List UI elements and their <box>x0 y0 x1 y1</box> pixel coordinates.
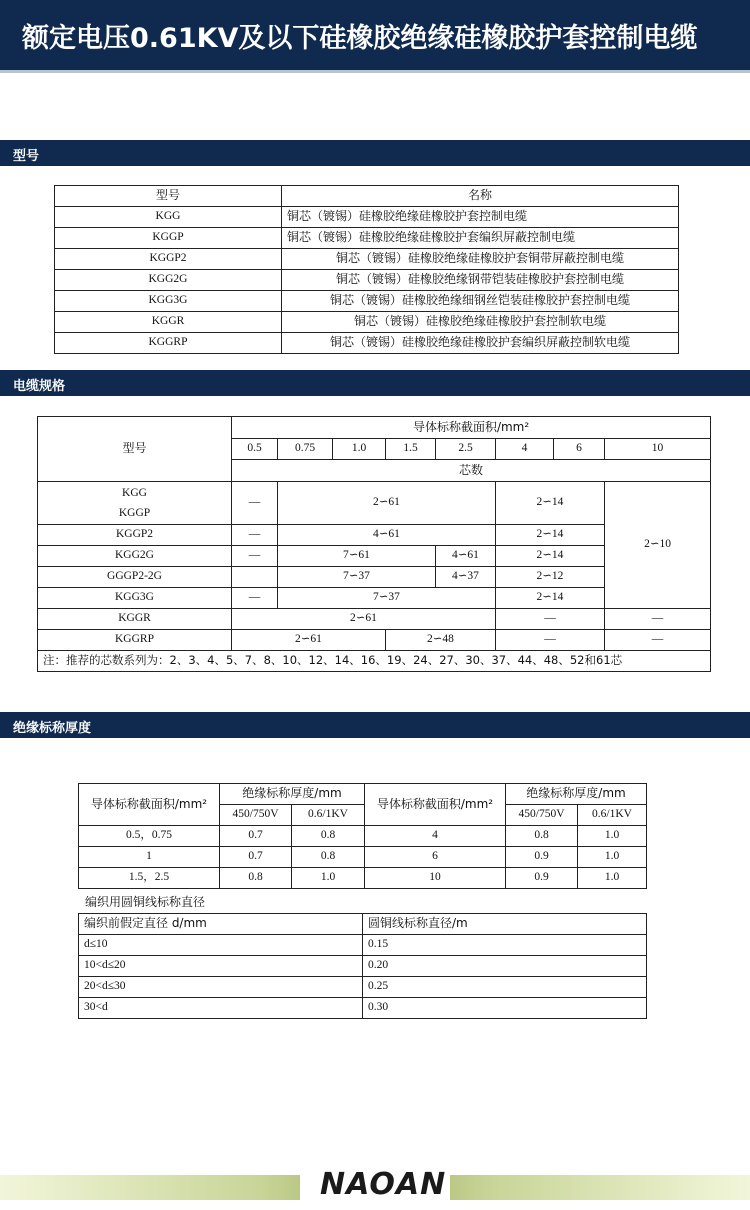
table-cell: d≤10 <box>79 935 363 956</box>
core-range: — <box>232 546 278 567</box>
table-cell: 0.8 <box>292 847 365 868</box>
core-range: 2∽61 <box>278 482 496 525</box>
table-cell: 0.9 <box>506 868 578 889</box>
braid-caption: 编织用圆铜线标称直径 <box>85 895 206 909</box>
insulation-thickness-header: 绝缘标称厚度/mm <box>506 784 647 805</box>
models-table <box>54 185 679 354</box>
model-code: GGGP2-2G <box>38 567 232 588</box>
core-range: — <box>232 525 278 546</box>
page-title: 额定电压0.61KV及以下硅橡胶绝缘硅橡胶护套控制电缆 <box>22 23 698 54</box>
table-row <box>55 249 679 270</box>
model-code: KGGP2 <box>55 249 282 270</box>
table-cell: 10<d≤20 <box>79 956 363 977</box>
model-name: 铜芯（镀锡）硅橡胶绝缘硅橡胶护套编织屏蔽控制软电缆 <box>282 333 679 354</box>
model-code: KGG2G <box>38 546 232 567</box>
core-range: 2∽61 <box>232 609 496 630</box>
insulation-thickness-header: 绝缘标称厚度/mm <box>220 784 365 805</box>
table-header: 型号 <box>55 186 282 207</box>
table-header: 编织前假定直径 d/mm <box>79 914 363 935</box>
spec-model-header: 型号 <box>38 417 232 482</box>
voltage-label: 450/750V <box>220 805 292 826</box>
spec-table <box>37 416 711 672</box>
table-row <box>79 977 647 998</box>
table-cell: 0.20 <box>363 956 647 977</box>
area-value: 1.0 <box>333 439 386 460</box>
table-cell: 4 <box>365 826 506 847</box>
table-cell: 0.8 <box>220 868 292 889</box>
table-cell: 0.5，0.75 <box>79 826 220 847</box>
voltage-label: 0.6/1KV <box>292 805 365 826</box>
core-range: — <box>605 630 711 651</box>
brand-logo-text: NAOAN <box>320 1167 447 1202</box>
core-range: 2∽14 <box>496 482 605 525</box>
model-name: 铜芯（镀锡）硅橡胶绝缘硅橡胶护套控制软电缆 <box>282 312 679 333</box>
section-specs-header <box>0 370 750 396</box>
table-row <box>55 228 679 249</box>
core-range: 7∽61 <box>278 546 436 567</box>
core-range: 2∽10 <box>605 482 711 609</box>
model-code: KGG2G <box>55 270 282 291</box>
table-row <box>79 956 647 977</box>
table-row <box>79 868 647 889</box>
section-insulation-header <box>0 712 750 738</box>
area-value: 0.75 <box>278 439 333 460</box>
section-models-header <box>0 140 750 166</box>
model-code: KGGRP <box>55 333 282 354</box>
core-range: 4∽61 <box>278 525 496 546</box>
area-value: 10 <box>605 439 711 460</box>
page-header <box>0 0 750 73</box>
core-range: 4∽61 <box>436 546 496 567</box>
insulation-area-header: 导体标称截面积/mm² <box>365 784 506 826</box>
insulation-area-header: 导体标称截面积/mm² <box>79 784 220 826</box>
table-cell: 0.7 <box>220 826 292 847</box>
table-cell: 0.8 <box>506 826 578 847</box>
voltage-label: 0.6/1KV <box>578 805 647 826</box>
section-title: 绝缘标称厚度 <box>13 721 92 736</box>
table-row <box>79 826 647 847</box>
section-title: 型号 <box>13 149 40 164</box>
area-value: 1.5 <box>386 439 436 460</box>
model-code: KGGP <box>118 507 151 519</box>
table-cell: 1 <box>79 847 220 868</box>
table-row <box>55 207 679 228</box>
table-row <box>79 935 647 956</box>
core-range: — <box>232 588 278 609</box>
area-value: 2.5 <box>436 439 496 460</box>
area-value: 6 <box>554 439 605 460</box>
spec-note: 注：推荐的芯数系列为：2、3、4、5、7、8、10、12、14、16、19、24、27、30、37、44、48、52和61芯 <box>38 651 711 672</box>
table-cell: 0.8 <box>292 826 365 847</box>
table-cell: 0.15 <box>363 935 647 956</box>
table-cell: 0.9 <box>506 847 578 868</box>
model-code: KGG3G <box>38 588 232 609</box>
model-code: KGG3G <box>55 291 282 312</box>
model-name: 铜芯（镀锡）硅橡胶绝缘硅橡胶护套编织屏蔽控制电缆 <box>282 228 679 249</box>
core-range: — <box>496 630 605 651</box>
table-header-row <box>55 186 679 207</box>
model-code: KGG <box>55 207 282 228</box>
core-range: 2∽48 <box>386 630 496 651</box>
table-row <box>55 333 679 354</box>
table-row <box>55 312 679 333</box>
model-code: KGGR <box>55 312 282 333</box>
insulation-table <box>78 783 647 889</box>
model-code: KGGP2 <box>38 525 232 546</box>
table-cell: 1.5，2.5 <box>79 868 220 889</box>
table-cell: 0.25 <box>363 977 647 998</box>
table-row <box>55 291 679 312</box>
section-title: 电缆规格 <box>13 379 66 394</box>
area-value: 0.5 <box>232 439 278 460</box>
area-value: 4 <box>496 439 554 460</box>
table-cell: 0.7 <box>220 847 292 868</box>
table-cell: 20<d≤30 <box>79 977 363 998</box>
table-cell: 0.30 <box>363 998 647 1019</box>
table-cell: 1.0 <box>578 847 647 868</box>
table-row <box>79 998 647 1019</box>
model-code: KGG <box>122 487 147 499</box>
table-cell: 1.0 <box>578 826 647 847</box>
model-code: KGGRP <box>38 630 232 651</box>
core-range: 7∽37 <box>278 567 436 588</box>
model-name: 铜芯（镀锡）硅橡胶绝缘钢带铠装硅橡胶护套控制电缆 <box>282 270 679 291</box>
core-range: 2∽12 <box>496 567 605 588</box>
model-name: 铜芯（镀锡）硅橡胶绝缘硅橡胶护套控制电缆 <box>282 207 679 228</box>
empty-cell <box>232 567 278 588</box>
table-cell: 10 <box>365 868 506 889</box>
core-range: 2∽14 <box>496 546 605 567</box>
table-cell: 1.0 <box>292 868 365 889</box>
core-range: — <box>232 482 278 525</box>
core-range: 2∽14 <box>496 588 605 609</box>
core-range: — <box>605 609 711 630</box>
spec-model-cell <box>38 482 232 525</box>
voltage-label: 450/750V <box>506 805 578 826</box>
spec-area-header: 导体标称截面积/mm² <box>232 417 711 439</box>
model-code: KGGR <box>38 609 232 630</box>
braid-table <box>78 913 647 1019</box>
table-cell: 6 <box>365 847 506 868</box>
model-name: 铜芯（镀锡）硅橡胶绝缘硅橡胶护套铜带屏蔽控制电缆 <box>282 249 679 270</box>
model-name: 铜芯（镀锡）硅橡胶绝缘细钢丝铠装硅橡胶护套控制电缆 <box>282 291 679 312</box>
model-code: KGGP <box>55 228 282 249</box>
table-cell: 1.0 <box>578 868 647 889</box>
core-range: 2∽14 <box>496 525 605 546</box>
table-header: 圆铜线标称直径/m <box>363 914 647 935</box>
table-cell: 30<d <box>79 998 363 1019</box>
core-range: — <box>496 609 605 630</box>
table-row <box>79 847 647 868</box>
brand-logo <box>300 1165 450 1205</box>
table-header: 名称 <box>282 186 679 207</box>
table-row <box>55 270 679 291</box>
core-range: 7∽37 <box>278 588 496 609</box>
core-range: 4∽37 <box>436 567 496 588</box>
core-range: 2∽61 <box>232 630 386 651</box>
cores-header: 芯数 <box>232 460 711 482</box>
